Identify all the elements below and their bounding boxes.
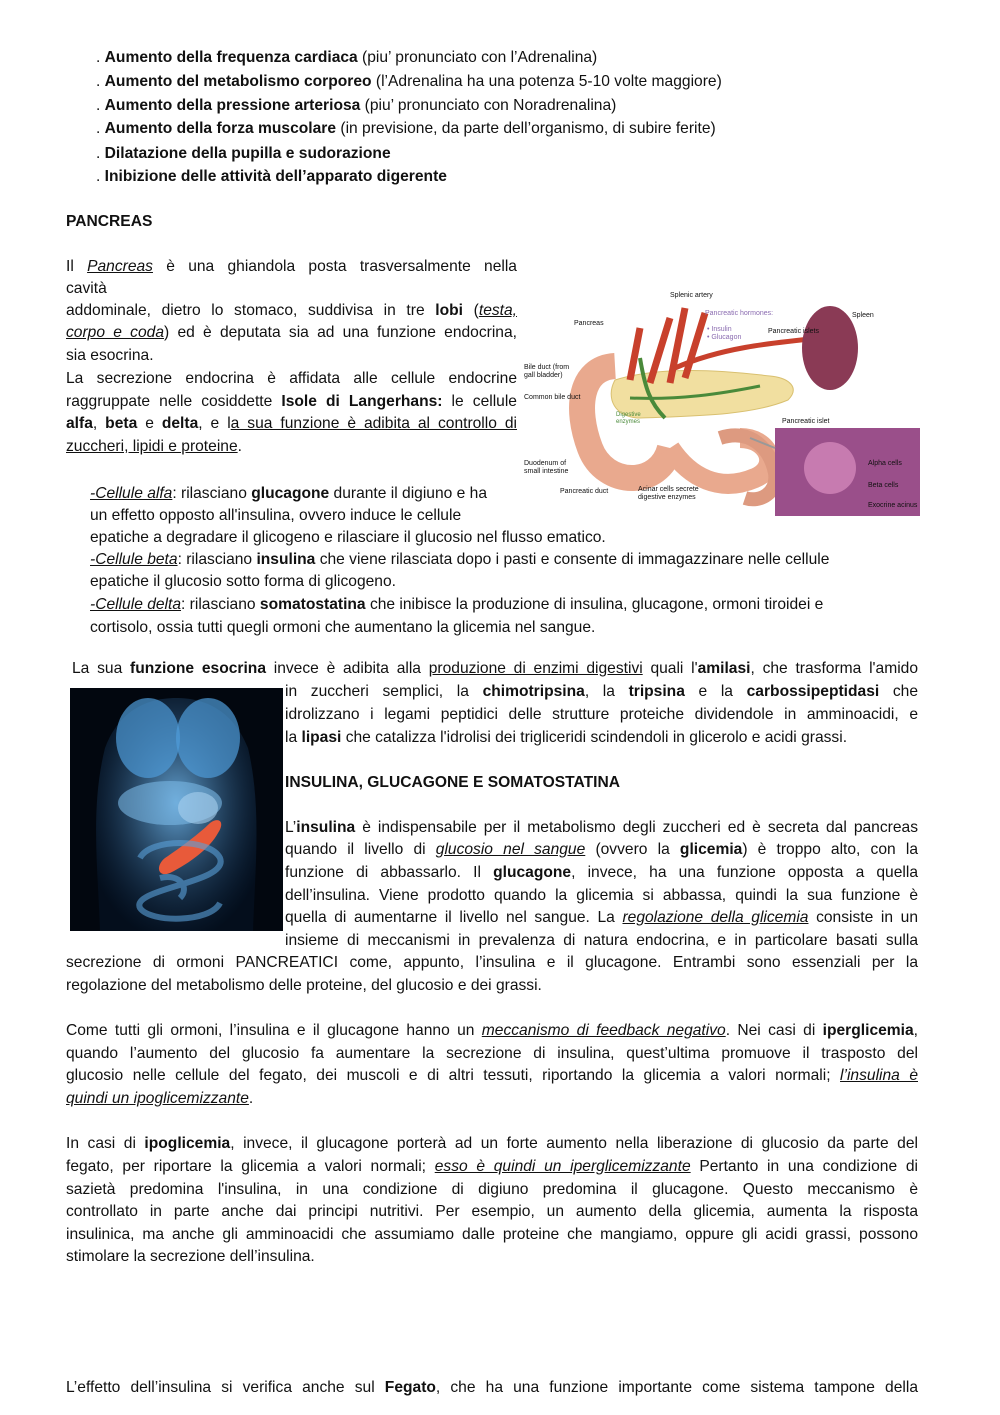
text-line: stimolare la secrezione dell’insulina.	[66, 1248, 315, 1265]
label-common-bile-duct: Common bile duct	[524, 394, 581, 401]
label-spleen: Spleen	[852, 312, 874, 319]
lung-right	[176, 698, 240, 778]
bullet-item: . Dilatazione della pupilla e sudorazione	[96, 145, 391, 162]
text-line: raggruppate nelle cosiddette Isole di Langerhans: le cellule	[66, 393, 517, 410]
text-line: un effetto opposto all'insulina, ovvero induce le cellule	[90, 507, 462, 524]
label-splenic-artery: Splenic artery	[670, 292, 713, 299]
text-line: insieme di meccanismi in prevalenza di natura endocrina, e in particolare basati sulla	[285, 932, 918, 949]
label-digestive-enzymes: Digestive enzymes	[616, 412, 641, 425]
text-line: glucosio nelle cellule del fegato, dei muscoli e di altri tessuti, riportando la glicemia a valori normali; l’insulina è	[66, 1067, 918, 1084]
text-line: secrezione di ormoni PANCREATICI come, appunto, l’insulina e il glucagone. Entrambi sono essenziali per la	[66, 954, 918, 971]
text-line: cortisolo, ossia tutti quegli ormoni che aumentano la glicemia nel sangue.	[90, 619, 596, 636]
text-line: insulinica, ma anche gli amminoacidi che assumiamo dalle proteine che mangiamo, oppure gli acidi grassi, possono	[66, 1226, 918, 1243]
label-acinar-cells: Acinar cells secrete digestive enzymes	[638, 486, 699, 501]
text-line: sazietà predomina l'insulina, in una condizione di digiuno predomina il glucagone. Questo meccanismo è	[66, 1181, 918, 1198]
text-line: -Cellule delta: rilasciano somatostatina che inibisce la produzione di insulina, glucagone, ormoni tiroidei e	[90, 596, 824, 613]
text-line: corpo e coda) ed è deputata sia ad una funzione endocrina,	[66, 324, 517, 341]
text-line: idrolizzano i legami peptidici delle strutture proteiche dividendole in amminoacidi, e	[285, 706, 918, 723]
bullet-item: . Aumento della pressione arteriosa (piu’ pronunciato con Noradrenalina)	[96, 97, 617, 114]
text-line: La secrezione endocrina è affidata alle cellule endocrine	[66, 370, 517, 387]
section-heading-insulina: INSULINA, GLUCAGONE E SOMATOSTATINA	[285, 774, 620, 791]
text-line: L’insulina è indispensabile per il metabolismo degli zuccheri ed è secreta dal pancreas	[285, 819, 918, 836]
bullet-item: . Inibizione delle attività dell’apparato digerente	[96, 168, 447, 185]
text-line: cavità	[66, 280, 107, 297]
text-line: quella di aumentarne il livello nel sangue. La regolazione della glicemia consiste in un	[285, 909, 918, 926]
body-illustration	[70, 688, 283, 931]
label-insulin: • Insulin	[707, 326, 732, 333]
label-bile-duct: Bile duct (from gall bladder)	[524, 364, 570, 379]
text-line: La sua funzione esocrina invece è adibita alla produzione di enzimi digestivi quali l'amilasi, che trasforma l'amido	[72, 660, 918, 677]
text-line: controllato in parte anche dai principi nutritivi. Per esempio, un aumento della glicemia, aumenta la risposta	[66, 1203, 918, 1220]
label-hormones: Pancreatic hormones:	[705, 310, 774, 317]
body-pancreas-figure	[70, 688, 283, 931]
bullet-item: . Aumento della frequenza cardiaca (piu’ pronunciato con l’Adrenalina)	[96, 49, 598, 66]
stomach	[178, 792, 218, 824]
fegato-paragraph: L’effetto dell’insulina si verifica anche sul Fegato, che ha una funzione importante come sistema tampone della	[66, 1379, 919, 1396]
text-line: In casi di ipoglicemia, invece, il glucagone porterà ad un forte aumento nella liberazione di glucosio da parte del	[66, 1135, 918, 1152]
text-line: la lipasi che catalizza l'idrolisi dei trigliceridi scindendoli in glicerolo e acidi grassi.	[285, 729, 848, 746]
bullet-item: . Aumento della forza muscolare (in previsione, da parte dell’organismo, di subire ferite)	[96, 120, 716, 137]
section-heading-pancreas: PANCREAS	[66, 213, 153, 230]
text-line: Come tutti gli ormoni, l’insulina e il glucagone hanno un meccanismo di feedback negativo. Nei casi di iperglicemia,	[66, 1022, 919, 1039]
label-exocrine-acinus: Exocrine acinus	[868, 502, 918, 509]
lung-left	[116, 698, 180, 778]
pancreas-anatomy-figure	[520, 288, 924, 518]
text-line: fegato, per riportare la glicemia a valori normali; esso è quindi un iperglicemizzante Pertanto in una condizione di	[66, 1158, 918, 1175]
text-line: alfa, beta e delta, e la sua funzione è adibita al controllo di	[66, 415, 518, 432]
label-beta-cells: Beta cells	[868, 482, 899, 489]
label-duodenum: Duodenum of small intestine	[524, 460, 569, 475]
islet-cell-cluster	[804, 442, 856, 494]
bullet-item: . Aumento del metabolismo corporeo (l’Adrenalina ha una potenza 5-10 volte maggiore)	[96, 73, 722, 90]
label-alpha-cells: Alpha cells	[868, 460, 902, 467]
spleen-organ	[802, 306, 858, 390]
text-line: regolazione del metabolismo delle proteine, del glucosio e dei grassi.	[66, 977, 542, 994]
text-line: addominale, dietro lo stomaco, suddivisa in tre lobi (testa,	[66, 302, 518, 319]
label-pancreas: Pancreas	[574, 320, 604, 327]
text-line: quindi un ipoglicemizzante.	[66, 1090, 254, 1107]
label-islets: Pancreatic islets	[768, 328, 819, 335]
text-line: funzione di abbassarlo. Il glucagone, invece, ha una funzione opposta a quella	[285, 864, 919, 881]
label-glucagon: • Glucagon	[707, 334, 742, 341]
text-line: epatiche il glucosio sotto forma di glicogeno.	[90, 573, 396, 590]
text-line: quando il livello di glucosio nel sangue (ovvero la glicemia) è troppo alto, con la	[285, 841, 918, 858]
label-pancreatic-duct: Pancreatic duct	[560, 488, 609, 495]
text-line: -Cellule alfa: rilasciano glucagone durante il digiuno e ha	[90, 485, 487, 502]
text-line: zuccheri, lipidi e proteine.	[66, 438, 242, 455]
text-line: sia esocrina.	[66, 347, 154, 364]
text-line: -Cellule beta: rilasciano insulina che viene rilasciata dopo i pasti e consente di immagazzinare nelle cellule	[90, 551, 830, 568]
text-line: quando l’aumento del glucosio fa aumentare la secrezione di insulina, quest’ultima promuove il trasposto del	[66, 1045, 918, 1062]
text-line: dell’insulina. Viene prodotto quando la glicemia si abbassa, quindi la sua funzione è	[285, 887, 918, 904]
text-line: in zuccheri semplici, la chimotripsina, la tripsina e la carbossipeptidasi che	[285, 683, 918, 700]
text-line: Il Pancreas è una ghiandola posta trasversalmente nella	[66, 258, 517, 275]
text-line: epatiche a degradare il glicogeno e rilasciare il glucosio nel flusso ematico.	[90, 529, 606, 546]
label-islet-title: Pancreatic islet	[782, 418, 830, 425]
